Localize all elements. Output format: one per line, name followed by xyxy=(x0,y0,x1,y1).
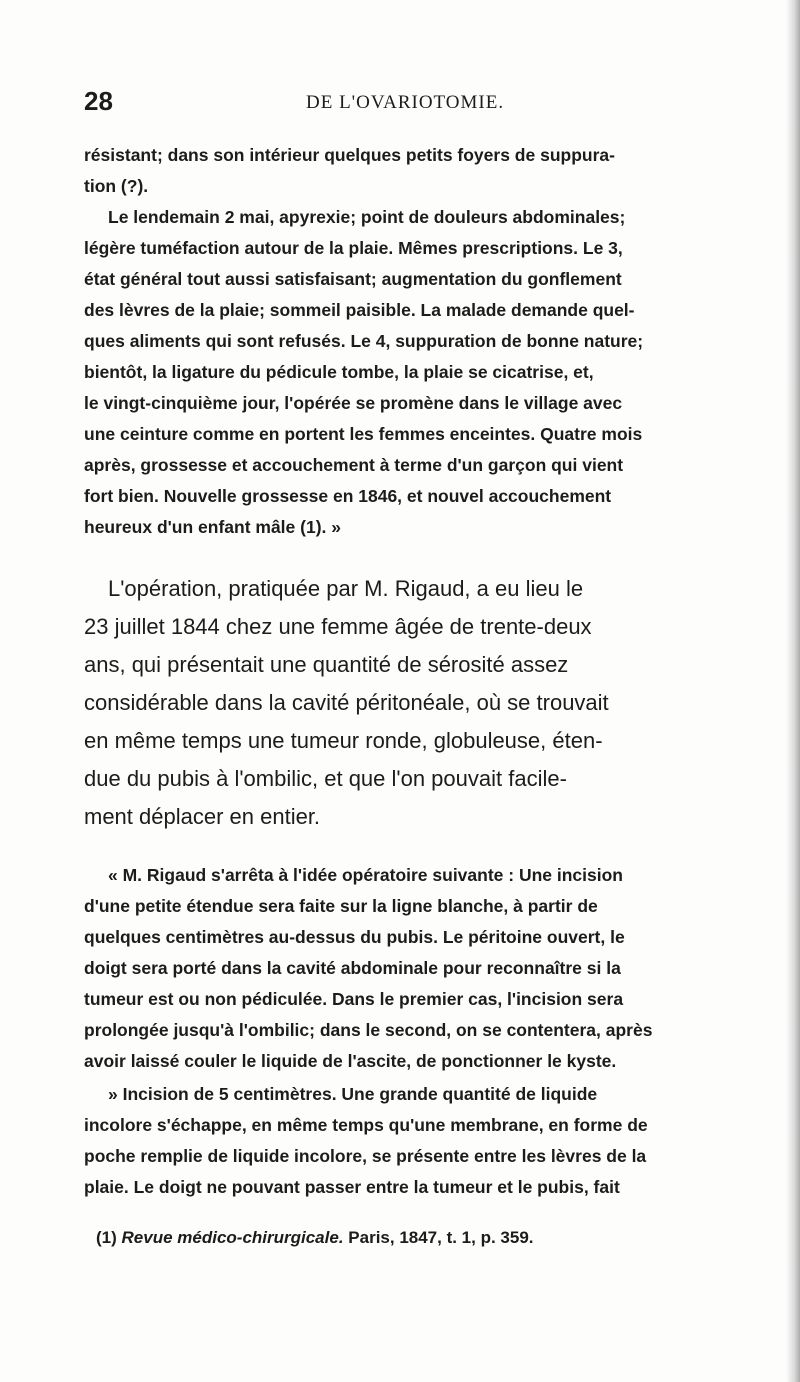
text-line: considérable dans la cavité péritonéale, où se trouvait xyxy=(84,690,609,715)
paragraph-operative-plan xyxy=(84,860,722,1077)
text-line: ans, qui présentait une quantité de sérosité assez xyxy=(84,652,569,677)
text-line: d'une petite étendue sera faite sur la ligne blanche, à partir de xyxy=(84,896,598,916)
text-line: plaie. Le doigt ne pouvant passer entre la tumeur et le pubis, fait xyxy=(84,1177,620,1197)
text-line: Le lendemain 2 mai, apyrexie; point de douleurs abdominales; xyxy=(108,207,626,227)
text-line: due du pubis à l'ombilic, et que l'on pouvait facile- xyxy=(84,766,567,791)
paragraph-case-report-end xyxy=(84,140,722,202)
page-number: 28 xyxy=(84,86,113,116)
text-line: fort bien. Nouvelle grossesse en 1846, et nouvel accouchement xyxy=(84,486,612,506)
text-line: ques aliments qui sont refusés. Le 4, suppuration de bonne nature; xyxy=(84,331,644,351)
text-line: avoir laissé couler le liquide de l'ascite, de ponctionner le kyste. xyxy=(84,1051,617,1071)
footnote-journal: Revue médico-chirurgicale. xyxy=(121,1228,344,1247)
text-line: tion (?). xyxy=(84,176,149,196)
running-title: DE L'OVARIOTOMIE. xyxy=(306,92,505,113)
text-line: 23 juillet 1844 chez une femme âgée de trente-deux xyxy=(84,614,592,639)
text-line: L'opération, pratiquée par M. Rigaud, a eu lieu le xyxy=(108,576,584,601)
text-line: doigt sera porté dans la cavité abdominale pour reconnaître si la xyxy=(84,958,621,978)
text-line: bientôt, la ligature du pédicule tombe, la plaie se cicatrise, et, xyxy=(84,362,594,382)
footnote xyxy=(96,1228,716,1248)
paragraph-incision xyxy=(84,1079,722,1203)
text-line: des lèvres de la plaie; sommeil paisible. La malade demande quel- xyxy=(84,300,635,320)
text-line: le vingt-cinquième jour, l'opérée se promène dans le village avec xyxy=(84,393,623,413)
text-line: ment déplacer en entier. xyxy=(84,804,321,829)
paragraph-recovery xyxy=(84,202,722,543)
text-line: « M. Rigaud s'arrêta à l'idée opératoire suivante : Une incision xyxy=(108,865,623,885)
text-line: après, grossesse et accouchement à terme d'un garçon qui vient xyxy=(84,455,624,475)
text-line: » Incision de 5 centimètres. Une grande quantité de liquide xyxy=(108,1084,598,1104)
text-line: tumeur est ou non pédiculée. Dans le premier cas, l'incision sera xyxy=(84,989,624,1009)
page-header xyxy=(84,86,724,122)
text-line: en même temps une tumeur ronde, globuleuse, éten- xyxy=(84,728,603,753)
text-line: poche remplie de liquide incolore, se présente entre les lèvres de la xyxy=(84,1146,647,1166)
text-line: état général tout aussi satisfaisant; augmentation du gonflement xyxy=(84,269,622,289)
footnote-marker: (1) xyxy=(96,1228,117,1247)
footnote-details: Paris, 1847, t. 1, p. 359. xyxy=(348,1228,534,1247)
text-line: incolore s'échappe, en même temps qu'une membrane, en forme de xyxy=(84,1115,648,1135)
text-line: une ceinture comme en portent les femmes enceintes. Quatre mois xyxy=(84,424,643,444)
text-line: quelques centimètres au-dessus du pubis. Le péritoine ouvert, le xyxy=(84,927,625,947)
text-line: résistant; dans son intérieur quelques petits foyers de suppura- xyxy=(84,145,615,165)
text-line: prolongée jusqu'à l'ombilic; dans le second, on se contentera, après xyxy=(84,1020,653,1040)
page-edge-shadow xyxy=(786,0,800,1382)
text-line: heureux d'un enfant mâle (1). » xyxy=(84,517,341,537)
text-line: légère tuméfaction autour de la plaie. Mêmes prescriptions. Le 3, xyxy=(84,238,623,258)
paragraph-operation-summary xyxy=(84,570,722,836)
